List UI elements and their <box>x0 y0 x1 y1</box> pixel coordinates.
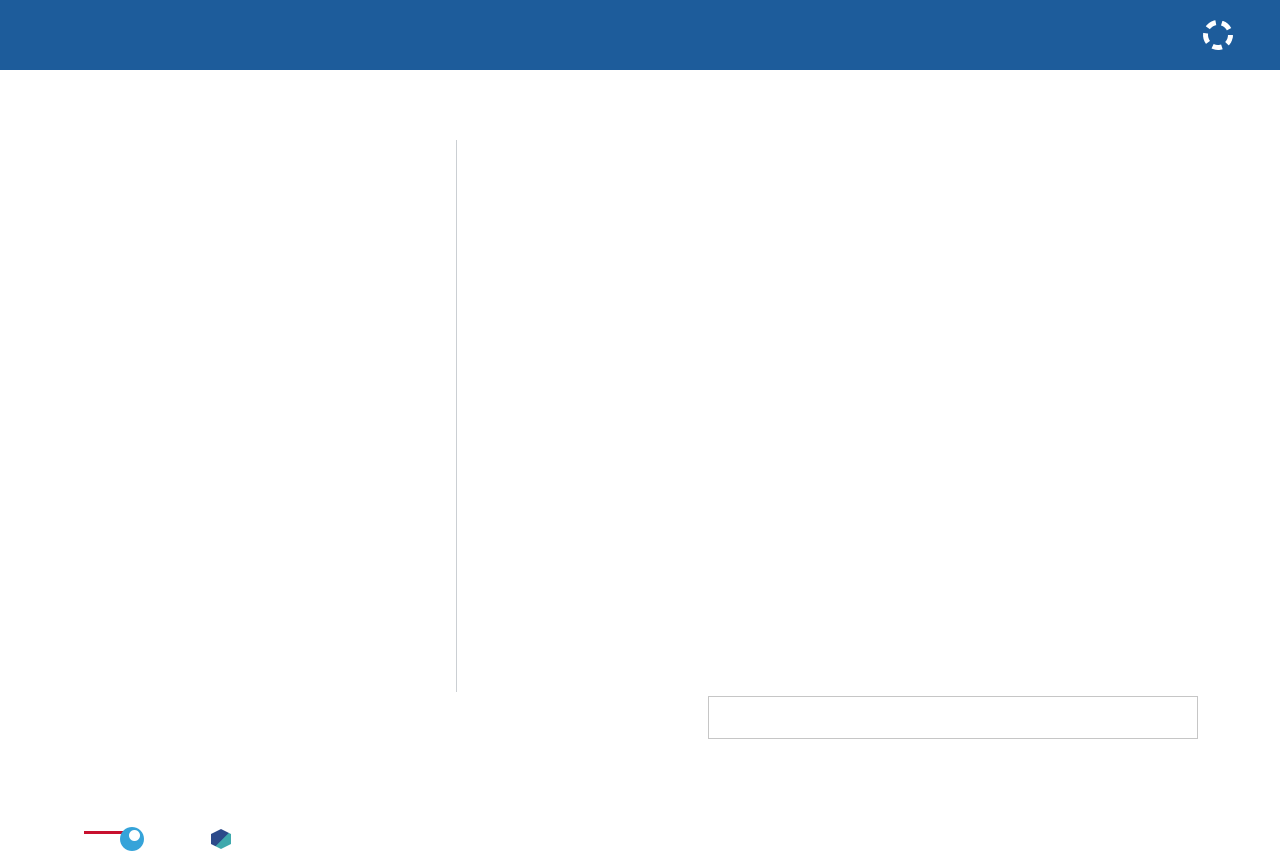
color-legend <box>708 696 1198 739</box>
grid-vertical-divider <box>456 140 457 692</box>
header-banner <box>0 0 1280 70</box>
segmented-ring-icon <box>1199 16 1237 54</box>
npz-circle-icon <box>120 827 144 851</box>
szczepienia-info-logo <box>1200 20 1236 50</box>
pzh-institute-logo <box>211 829 235 849</box>
pzh-hexagon-icon <box>211 829 231 849</box>
npz-logo <box>120 827 148 851</box>
